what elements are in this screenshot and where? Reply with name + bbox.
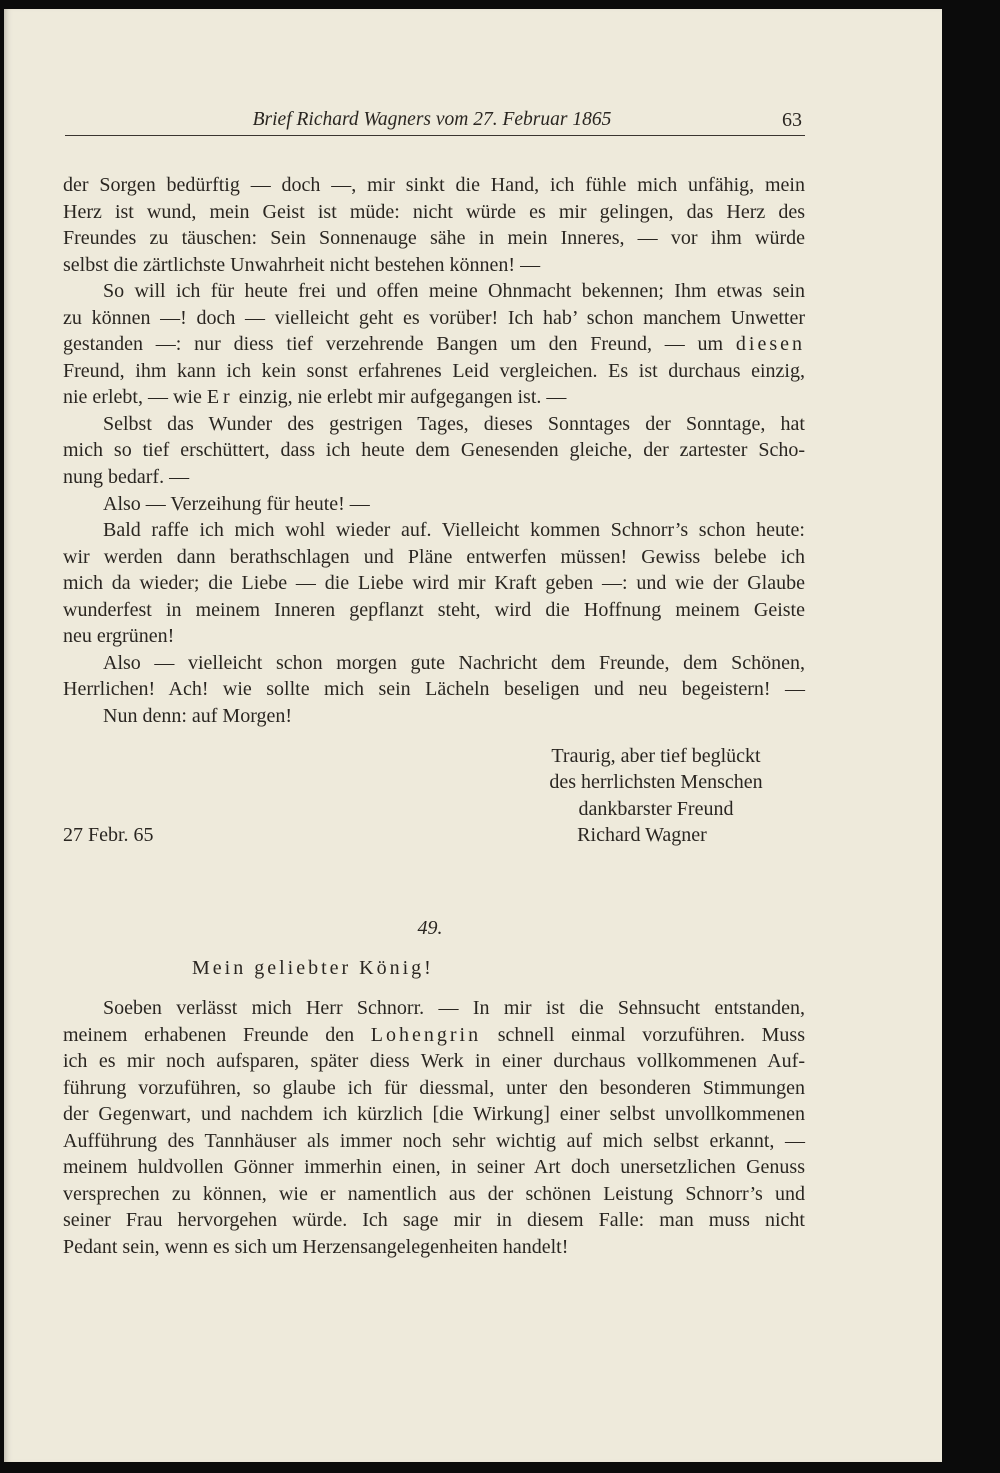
spaced-word: Er — [206, 386, 234, 409]
body-line: der Sorgen bedürftig — doch —, mir sinkt die Hand, ich fühle mich unfähig, mein — [63, 174, 805, 196]
body-line: Pedant sein, wenn es sich um Herzensangelegenheiten handelt! — [63, 1235, 569, 1258]
letter-49-body — [63, 995, 805, 1260]
letter-date: 27 Febr. 65 — [63, 824, 154, 846]
body-line: versprechen zu können, wie er namentlich aus der schönen Leistung Schnorr’s und — [63, 1182, 805, 1205]
body-line-text: nie erlebt, — wie — [63, 386, 202, 409]
body-line: wir werden dann berathschlagen und Pläne entwerfen müssen! Gewiss belebe ich — [63, 545, 805, 568]
body-line: So will ich für heute frei und offen meine Ohnmacht bekennen; Ihm etwas sein — [103, 280, 805, 303]
body-line: Bald raffe ich mich wohl wieder auf. Vielleicht kommen Schnorr’s schon heute: — [103, 519, 805, 542]
body-line: seiner Frau hervorgehen würde. Ich sage mir in diesem Falle: man muss nicht — [63, 1209, 805, 1232]
body-line: selbst die zärtlichste Unwahrheit nicht bestehen können! — — [63, 253, 541, 276]
body-line — [63, 384, 805, 411]
body-line: zu können —! doch — vielleicht geht es vorüber! Ich hab’ schon manchem Unwetter — [63, 306, 805, 329]
body-line: Also — Verzeihung für heute! — — [103, 492, 370, 515]
body-line: Aufführung des Tannhäuser als immer noch sehr wichtig auf mich selbst erkannt, — — [63, 1129, 805, 1152]
body-line: führung vorzuführen, so glaube ich für diessmal, unter den besonderen Stimmungen — [63, 1076, 805, 1099]
body-line: Nun denn: auf Morgen! — [103, 704, 293, 727]
closing-line: Traurig, aber tief beglückt — [551, 745, 761, 767]
spaced-word: Lohengrin — [370, 1023, 482, 1046]
closing-line: dankbarster Freund — [578, 797, 734, 820]
body-line-text: einzig, nie erlebt mir aufgegangen ist. — — [238, 386, 567, 409]
signature: Richard Wagner — [577, 823, 707, 846]
body-line — [63, 331, 805, 358]
body-line-text: meinem erhabenen Freunde den — [63, 1023, 355, 1046]
body-line: Herz ist wund, mein Geist ist müde: nicht würde es mir gelingen, das Herz des — [63, 200, 805, 223]
body-line-text: schnell einmal vorzuführen. Muss — [497, 1023, 805, 1046]
page-number: 63 — [782, 109, 802, 131]
running-title: Brief Richard Wagners vom 27. Februar 1865 — [252, 109, 612, 130]
body-line: mich da wieder; die Liebe — die Liebe wird mir Kraft geben —: und wie der Glaube — [63, 572, 805, 595]
body-line: Also — vielleicht schon morgen gute Nachricht dem Freunde, dem Schönen, — [103, 651, 805, 674]
body-line: Selbst das Wunder des gestrigen Tages, dieses Sonntages der Sonntage, hat — [103, 412, 805, 435]
closing-line: des herrlichsten Menschen — [549, 771, 763, 794]
letter-number: 49. — [417, 917, 443, 939]
body-line: mich so tief erschüttert, dass ich heute dem Genesenden gleiche, der zartester Scho- — [63, 439, 805, 462]
spaced-word: diesen — [735, 333, 806, 356]
body-line: nung bedarf. — — [63, 466, 190, 489]
letter-48-body — [63, 172, 805, 729]
body-line: wunderfest in meinem Inneren gepflanzt steht, wird die Hoffnung meinem Geiste — [63, 598, 805, 621]
body-line: ich es mir noch aufsparen, später diess Werk in einer durchaus vollkommenen Auf- — [63, 1050, 805, 1073]
body-line: der Gegenwart, und nachdem ich kürzlich [die Wirkung] einer selbst unvollkommenen — [63, 1103, 805, 1126]
body-line: Freund, ihm kann ich kein sonst erfahrenes Leid vergleichen. Es ist durchaus einzig, — [63, 359, 805, 382]
salutation: Mein geliebter König! — [192, 957, 434, 979]
body-line: Soeben verlässt mich Herr Schnorr. — In mir ist die Sehnsucht entstanden, — [103, 997, 805, 1019]
header-rule — [65, 135, 805, 136]
body-line-text: gestanden —: nur diess tief verzehrende Bangen um den Freund, — um — [63, 333, 724, 356]
body-line — [63, 1022, 805, 1049]
body-line: Herrlichen! Ach! wie sollte mich sein Lächeln beseligen und neu begeistern! — — [63, 678, 805, 701]
letter-closing — [500, 743, 812, 848]
body-line: Freundes zu täuschen: Sein Sonnenauge sähe in mein Inneres, — vor ihm würde — [63, 227, 805, 250]
body-line: meinem huldvollen Gönner immerhin einen, in seiner Art doch unersetzlichen Genuss — [63, 1156, 805, 1179]
body-line: neu ergrünen! — [63, 625, 175, 648]
